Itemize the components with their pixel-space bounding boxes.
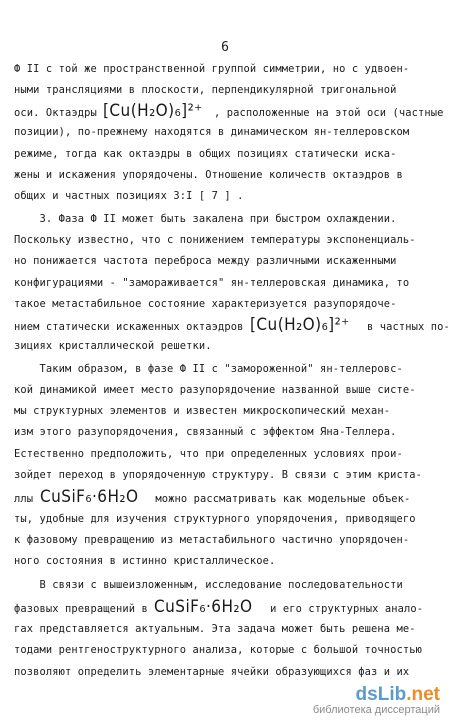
text-line: ллы CuSiF₆·6H₂O можно рассматривать как модельные объек- xyxy=(14,487,411,507)
watermark-subtitle: библиотека диссертаций xyxy=(312,704,440,716)
text-line: ными трансляциями в плоскости, перпендикулярной тригональной xyxy=(14,84,397,96)
text-line: ного состояния в истинно кристаллическое. xyxy=(14,555,276,567)
text-line: ты, удобные для изучения структурного упорядочения, приводящего xyxy=(14,513,416,525)
text-line: Таким образом, в фазе Ф II с "замороженной" ян-теллеровс- xyxy=(14,363,403,375)
formula-cusif6: CuSiF₆·6H₂O xyxy=(154,597,253,617)
text-line: зициях кристаллической решетки. xyxy=(14,340,212,352)
formula-cusif6: CuSiF₆·6H₂O xyxy=(39,487,139,507)
watermark-logo: dsLib.net xyxy=(355,684,440,705)
text-line: режиме, тогда как октаэдры в общих позициях статически иска- xyxy=(14,148,397,160)
text-line: жены и искажения упорядочены. Отношение количеств октаэдров в xyxy=(14,169,403,181)
text-line: мы структурных элементов и известен микроскопический механ- xyxy=(14,405,391,417)
text-line: фазовых превращений в CuSiF₆·6H₂O и его структурных анало- xyxy=(14,597,424,617)
text-line: позволяют определить элементарные ячейки образующихся фаз и их xyxy=(14,666,410,678)
text-line: нием статически искаженных октаэдров [Cu(H₂O)₆]²⁺ в частных по- xyxy=(14,315,450,335)
text-line: изм этого разупорядочения, связанный с эффектом Яна-Теллера. xyxy=(14,426,397,438)
text-line: такое метастабильное состояние характеризуется разупорядоче- xyxy=(14,298,397,310)
text-line: кой динамикой имеет место разупорядочение названной выше систе- xyxy=(14,384,416,396)
text-line: гах представляется актуальным. Эта задача может быть решена ме- xyxy=(14,623,416,635)
text-line: позиции), по-прежнему находятся в динамическом ян-теллеровском xyxy=(14,126,410,138)
text-line: зойдет переход в упорядоченную структуру. В связи с этим криста- xyxy=(14,469,423,481)
text-line: Ф II с той же пространственной группой симметрии, но с удвоен- xyxy=(14,63,410,75)
text-line: В связи с вышеизложенным, исследование последовательности xyxy=(14,579,403,591)
text-line: общих и частных позициях 3:I [ 7 ] . xyxy=(14,190,244,202)
text-line: конфигурациями - "замораживается" ян-теллеровская динамика, то xyxy=(14,277,410,289)
text-line: тодами рентгеноструктурного анализа, которые с большой точностью xyxy=(14,644,423,656)
formula-cu-hexaaqua: [Cu(H₂O)₆]²⁺ xyxy=(103,101,203,121)
formula-cu-hexaaqua: [Cu(H₂O)₆]²⁺ xyxy=(249,315,350,335)
text-line: Поскольку известно, что с понижением температуры экспоненциаль- xyxy=(14,234,416,246)
page-number: 6 xyxy=(221,40,229,55)
text-line: Естественно предположить, что при определенных условиях прои- xyxy=(14,448,403,460)
text-line: но понижается частота переброса между различными искаженными xyxy=(14,255,397,267)
dslib-watermark xyxy=(313,684,440,716)
text-line: оси. Октаэдры [Cu(H₂O)₆]²⁺ , расположенные на этой оси (частные xyxy=(14,101,444,121)
text-line: 3. Фаза Ф II может быть закалена при быстром охлаждении. xyxy=(14,213,397,225)
text-line: к фазовому превращению из метастабильного частично упорядочен- xyxy=(14,534,410,546)
